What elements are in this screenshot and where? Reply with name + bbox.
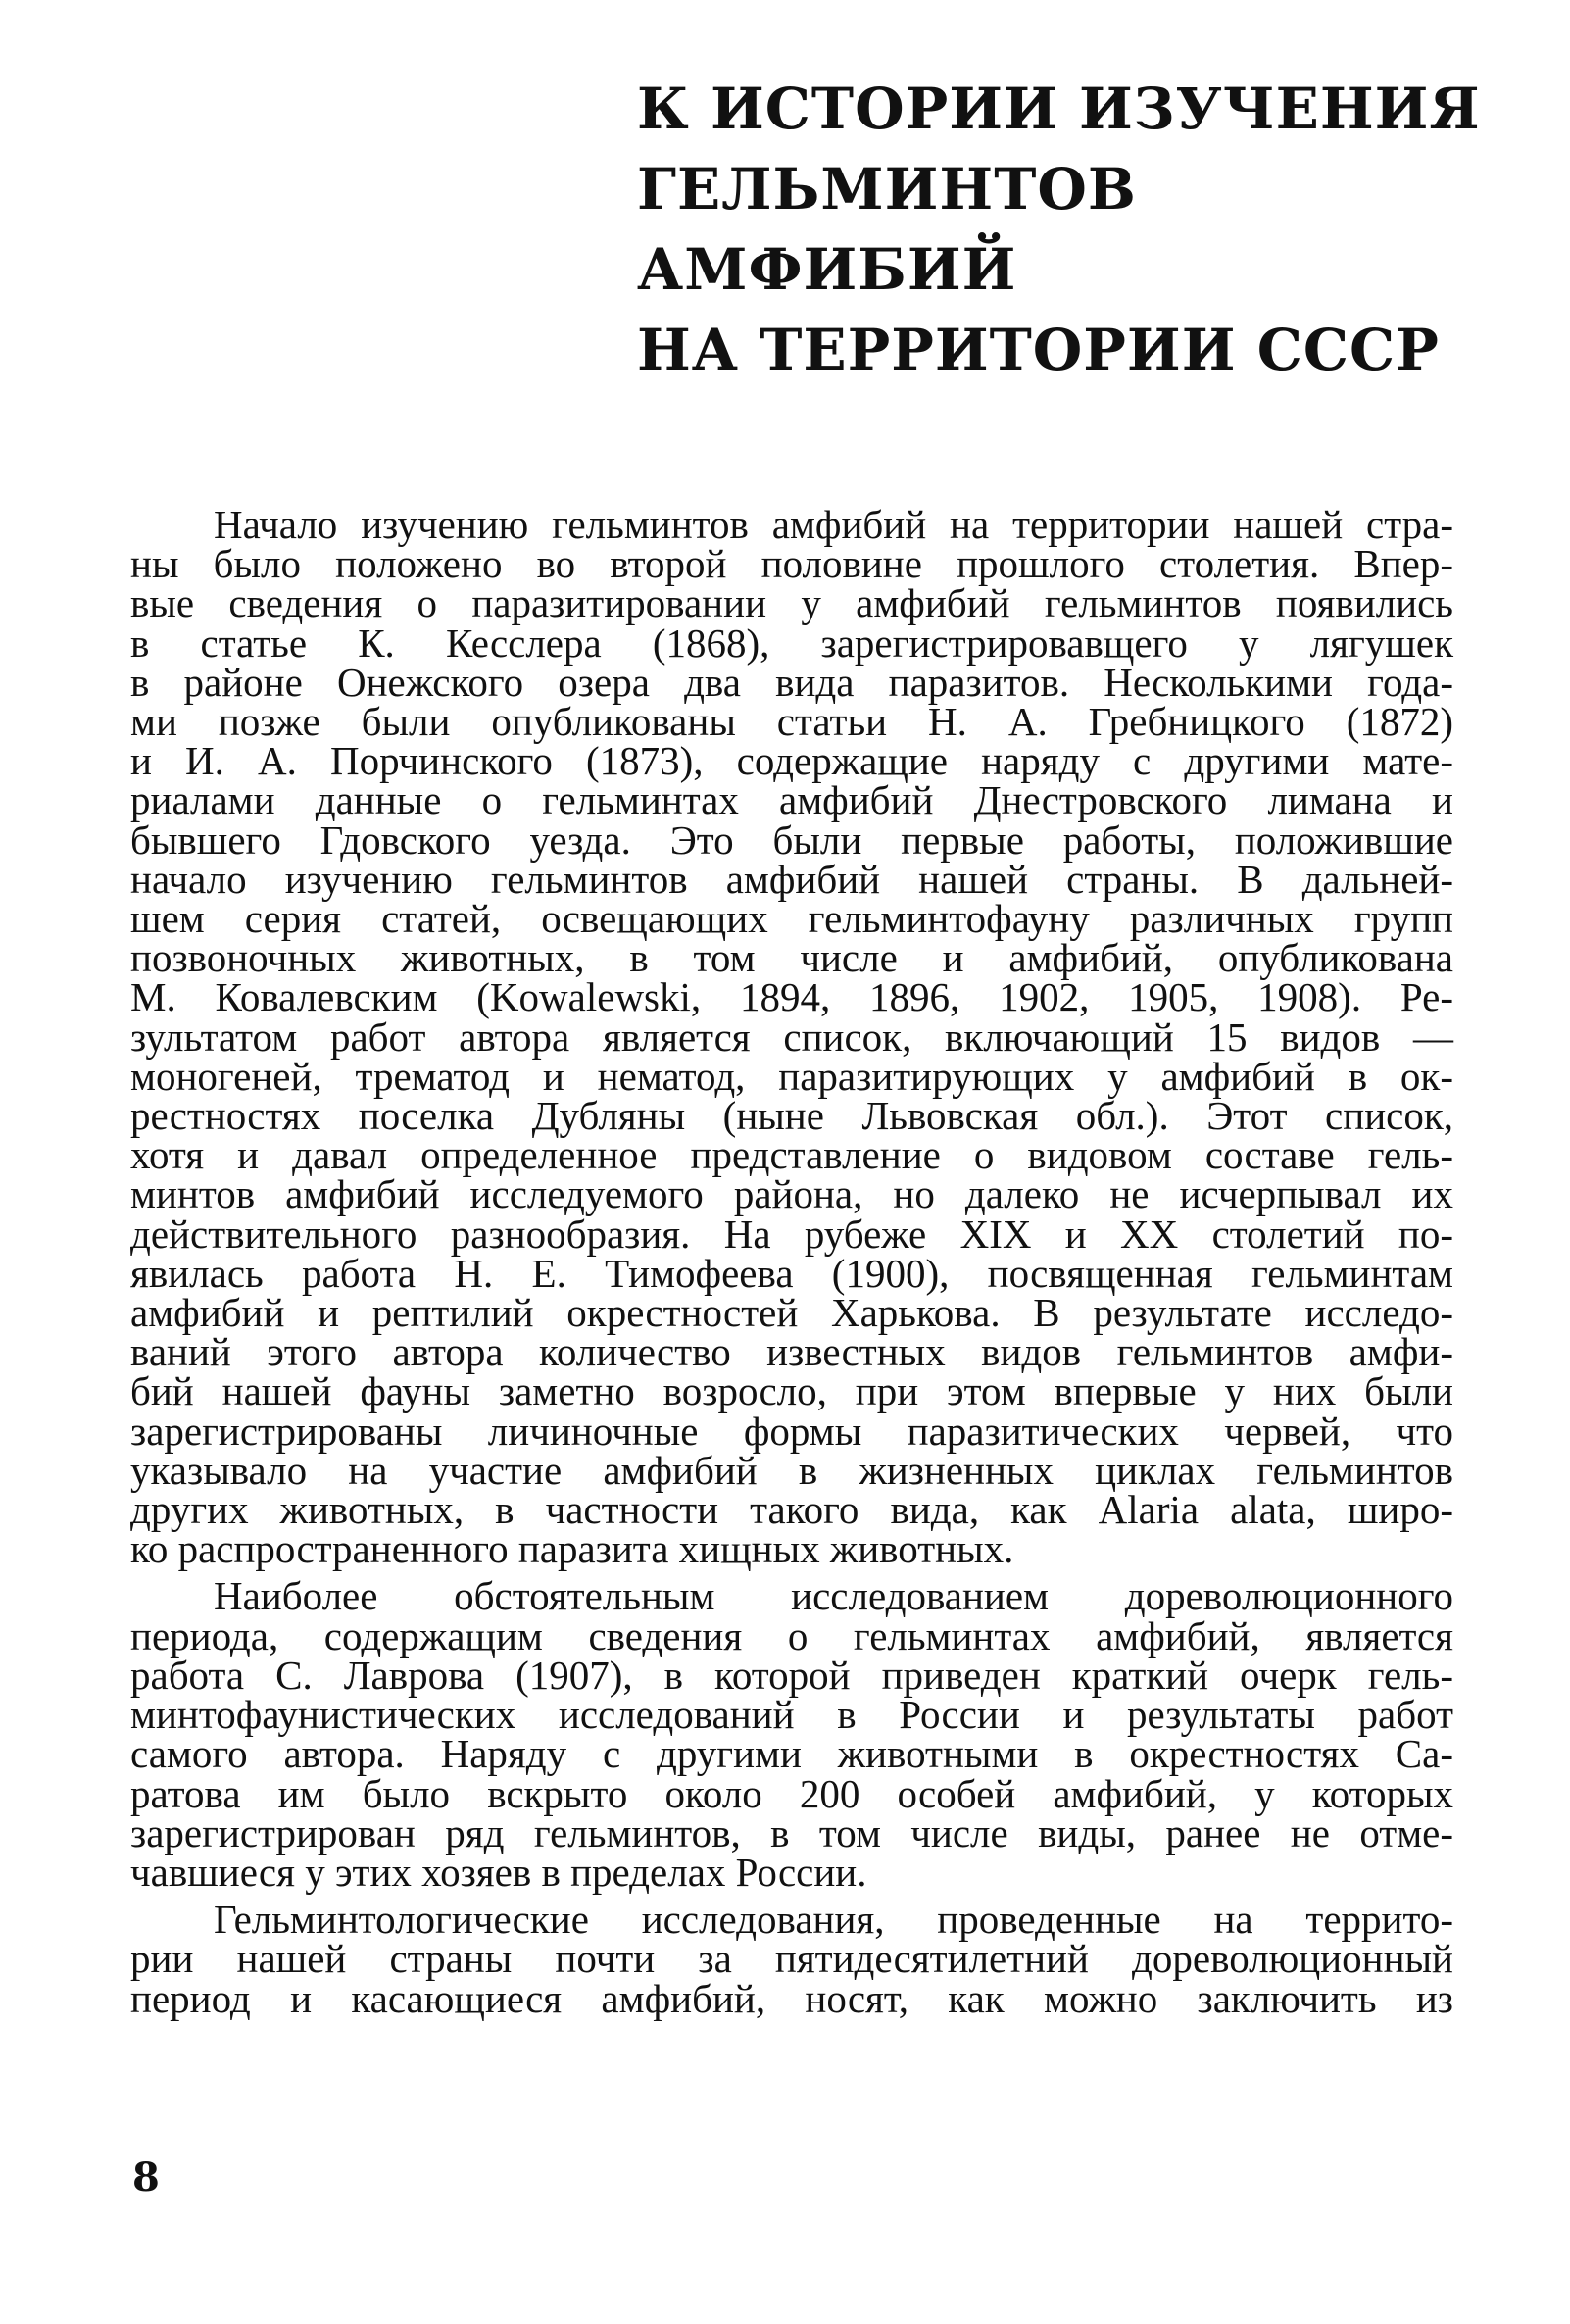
text-line: амфибий и рептилий окрестностей Харькова. В результате исследо- [130, 1290, 1453, 1336]
text-line: минтов амфибий исследуемого района, но далеко не исчерпывал их [130, 1171, 1453, 1217]
chapter-title-line: АМФИБИЙ [637, 236, 1017, 303]
text-line: указывало на участие амфибий в жизненных циклах гельминтов [130, 1447, 1453, 1493]
text-line: ратова им было вскрыто около 200 особей амфибий, у которых [130, 1770, 1453, 1816]
text-line: рестностях поселка Дубляны (ныне Львовская обл.). Этот список, [130, 1093, 1453, 1139]
chapter-title [637, 69, 1519, 390]
chapter-title-line: К ИСТОРИИ ИЗУЧЕНИЯ [637, 75, 1481, 142]
text-line: чавшиеся у этих хозяев в пределах России. [130, 1849, 867, 1895]
text-line: позвоночных животных, в том числе и амфибий, опубликована [130, 935, 1453, 981]
text-line: в статье К. Кесслера (1868), зарегистрировавщего у лягушек [130, 619, 1453, 666]
text-line: Начало изучению гельминтов амфибий на территории нашей стра- [214, 502, 1453, 547]
text-line: бий нашей фауны заметно возросло, при этом впервые у них были [130, 1368, 1453, 1414]
paragraph-1 [130, 502, 1453, 1572]
text-line: ко распространенного паразита хищных животных. [130, 1526, 1014, 1572]
text-line: период и касающиеся амфибий, носят, как можно заключить из [130, 1975, 1453, 2021]
text-line: ми позже были опубликованы статьи Н. А. Гребницкого (1872) [130, 699, 1453, 745]
text-line: самого автора. Наряду с другими животными в окрестностях Са- [130, 1731, 1453, 1777]
text-line: Наиболее обстоятельным исследованием дореволюционного [214, 1573, 1453, 1619]
paragraph-3 [130, 1897, 1453, 2021]
chapter-title-line: ГЕЛЬМИНТОВ [637, 156, 1137, 223]
text-line: в районе Онежского озера два вида паразитов. Несколькими года- [130, 659, 1453, 705]
text-line: зарегистрированы личиночные формы паразитических червей, что [130, 1408, 1453, 1454]
text-line: хотя и давал определенное представление о видовом составе гель- [130, 1132, 1453, 1178]
chapter-title-line: НА ТЕРРИТОРИИ СССР [637, 317, 1440, 383]
text-line: рии нашей страны почти за пятидесятилетний дореволюционный [130, 1936, 1453, 1982]
text-line: вые сведения о паразитировании у амфибий гельминтов появились [130, 580, 1453, 626]
text-line: Гельминтологические исследования, проведенные на террито- [214, 1897, 1453, 1943]
text-line: ны было положено во второй половине прошлого столетия. Впер- [130, 541, 1453, 587]
text-line: зультатом работ автора является список, включающий 15 видов — [130, 1014, 1453, 1060]
text-line: зарегистрирован ряд гельминтов, в том числе виды, ранее не отме- [130, 1809, 1453, 1855]
text-line: периода, содержащим сведения о гельминтах амфибий, является [130, 1612, 1453, 1658]
text-line: других животных, в частности такого вида, как Alaria alata, широ- [130, 1487, 1453, 1533]
text-line: бывшего Гдовского уезда. Это были первые работы, положившие [130, 816, 1453, 863]
text-line: и И. А. Порчинского (1873), содержащие наряду с другими мате- [130, 738, 1453, 784]
text-line: явилась работа Н. Е. Тимофеева (1900), посвященная гельминтам [130, 1250, 1453, 1296]
text-line: работа С. Лаврова (1907), в которой приведен краткий очерк гель- [130, 1652, 1453, 1698]
page-number: 8 [132, 2154, 160, 2200]
text-line: ваний этого автора количество известных видов гельминтов амфи- [130, 1329, 1453, 1375]
text-line: начало изучению гельминтов амфибий нашей страны. В дальней- [130, 856, 1453, 902]
text-line: риалами данные о гельминтах амфибий Днестровского лимана и [130, 777, 1453, 823]
text-line: минтофаунистических исследований в России и результаты работ [130, 1692, 1453, 1738]
text-line: шем серия статей, освещающих гельминтофауну различных групп [130, 896, 1453, 942]
text-line: действительного разнообразия. На рубеже XIX и XX столетий по- [130, 1211, 1453, 1257]
text-line: моногеней, трематод и нематод, паразитирующих у амфибий в ок- [130, 1053, 1453, 1099]
text-line: М. Ковалевским (Kowalewski, 1894, 1896, 1902, 1905, 1908). Ре- [130, 974, 1453, 1020]
paragraph-2 [130, 1573, 1453, 1895]
body-text [130, 502, 1453, 2021]
